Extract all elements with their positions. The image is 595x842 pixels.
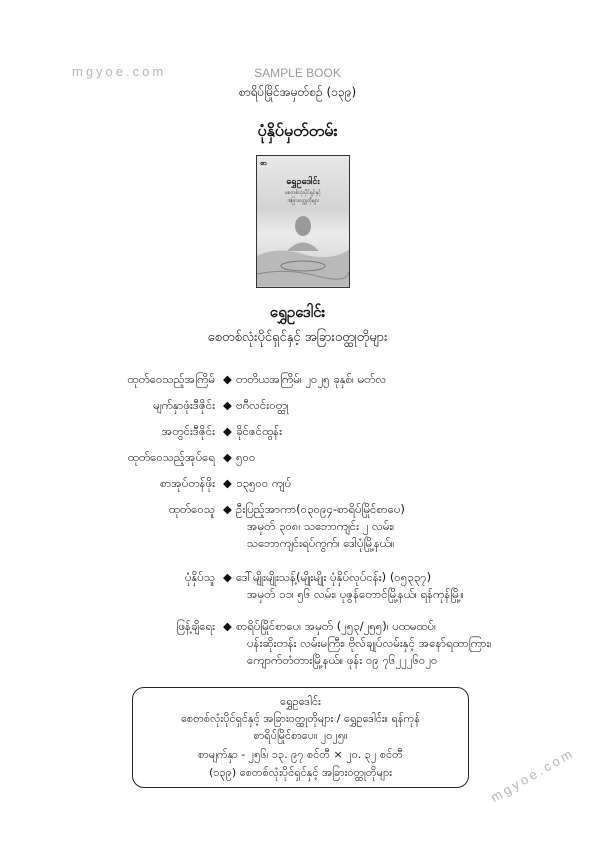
diamond-bullet-icon: ◆ [223,502,232,516]
cip-line: စေတစ်လုံးပိုင်ရှင်နှင့် အခြားဝတ္ထုတိုများ / ရွှေဥဒေါင်း။ ရန်ကုန် [181,712,420,725]
diamond-bullet-icon: ◆ [223,450,232,464]
sample-book-label: SAMPLE BOOK [254,66,341,80]
cover-illustration [257,206,349,286]
detail-label: ထုတ်ဝေသည့်အုပ်ရေ [127,450,215,464]
detail-value: ဒေါ်မျိုးမျိုးသန့်(မျိုးမျိုး ပုံနှိပ်လုပ်ငန်း) (၀၅၃၃၇) [236,570,432,584]
detail-value-line: ကျောက်တံတားမြို့နယ်။ ဖုန်း ၀၉ ၇၆၂၂၂၆၀၂၀ [247,653,438,667]
book-title: ရွှေဥဒေါင်း [269,303,326,321]
cip-line: စာမျက်နှာ - ၂၅၆၊ ၁၃. ၉၇ စင်တီ × ၂၀. ၃၂ စင်တီ [198,748,403,761]
cover-title: ရွှေဥဒေါင်း [286,177,320,187]
cover-subtitle: စေတစ်လုံးပိုင်ရှင်နှင့် [285,190,321,196]
cover-subtitle-2: အခြားဝတ္ထုတိုများ [287,198,319,204]
detail-value: ဦးပြည့်အာကာ(၀၃၀၉၄-စာရိပ်မြိုင်စာပေ) [236,502,405,516]
detail-value-line: သဘောကျင်းရပ်ကွက်၊ ဒေါပုံမြို့နယ်။ [247,536,395,550]
diamond-bullet-icon: ◆ [223,570,232,584]
watermark-right: mgyoe.com [488,744,578,805]
diamond-bullet-icon: ◆ [223,398,232,412]
book-cover-image [256,155,350,288]
cip-line: ရွှေဥဒေါင်း [280,695,321,708]
cover-publisher-mark: စာ [260,159,267,167]
detail-label: ပုံနှိပ်သူ [184,570,215,584]
series-line: စာရိပ်မြိုင်အမှတ်စဉ် (၁၃၉) [238,85,357,99]
detail-label: အတွင်းဒီဇိုင်း [161,424,215,438]
cip-line: စာရိပ်မြိုင်စာပေ။ ၂၀၂၅။ [253,729,348,742]
detail-value-line: ပန်းဆိုးတန်း လမ်းမကြီး၊ ဗိုလ်ချုပ်လမ်းနှင့် အနော်ရထာကြား၊ [247,636,492,650]
detail-label: ဖြန့်ချိရေး [176,619,215,633]
diamond-bullet-icon: ◆ [223,619,232,633]
detail-label: ထုတ်ဝေသူ [168,502,215,516]
cip-line: (၁၃၉) စေတစ်လုံးပိုင်ရှင်နှင့် အခြားဝတ္ထုတိုများ [209,766,392,779]
diamond-bullet-icon: ◆ [223,424,232,438]
detail-value: ဗဂီလင်းဝတ္ထု [236,398,289,412]
detail-value: ၁၃၅၀၀ ကျပ် [236,476,292,490]
detail-value-line: အမှတ် ၃၀၈၊ သဘောကျင်း ၂ လမ်း၊ [247,519,395,533]
detail-value: ၅၀၀ [236,450,256,464]
cataloging-box [132,687,469,788]
detail-label: မျက်နှာဖုံးဒီဇိုင်း [153,398,215,412]
detail-value: စာရိပ်မြိုင်စာပေ၊ အမှတ် (၂၅၃/၂၅၅)၊ ပထမထပ်၊ [236,619,436,633]
page-heading: ပုံနှိပ်မှတ်တမ်း [257,121,338,140]
diamond-bullet-icon: ◆ [223,372,232,386]
detail-label: စာအုပ်တန်ဖိုး [160,476,215,490]
detail-label: ထုတ်ဝေသည့်အကြိမ် [127,372,215,386]
detail-value-line: အမှတ် ၁၁၊ ၅၆ လမ်း၊ ပုဇွန်တောင်မြို့နယ်၊ ရန်ကုန်မြို့။ [247,587,465,601]
detail-value: တတိယအကြိမ်၊ ၂၀၂၅ ခုနှစ်၊ မတ်လ [236,372,387,386]
diamond-bullet-icon: ◆ [223,476,232,490]
detail-value: ခိုင်ဇင်ထွန်း [236,424,283,438]
watermark-left: mgyoe.com [72,64,167,79]
book-subtitle: စေတစ်လုံးပိုင်ရှင်နှင့် အခြားဝတ္ထုတိုများ [207,330,388,345]
